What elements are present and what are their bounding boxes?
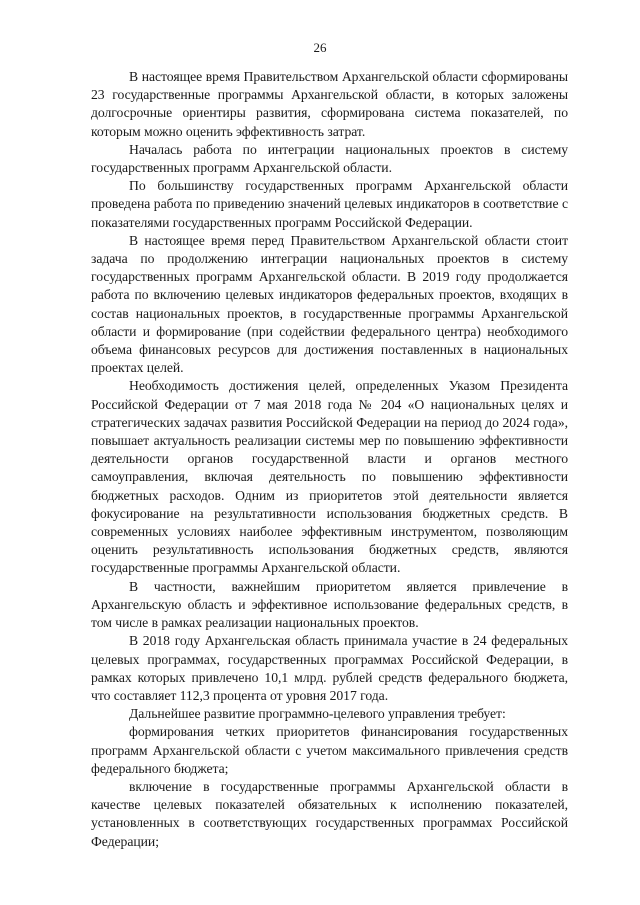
paragraph: В настоящее время Правительством Архангельской области сформированы 23 государственные программы Архангельской области, в которых заложены долгосрочные ориентиры развития, сформирована система показателей, по которым можно оценить эффективность затрат.	[91, 69, 568, 139]
paragraph: Началась работа по интеграции национальных проектов в систему государственных программ Архангельской области.	[91, 141, 568, 176]
page-number: 26	[313, 40, 327, 55]
document-body	[91, 68, 568, 851]
paragraph: В частности, важнейшим приоритетом является привлечение в Архангельскую область и эффективное использование федеральных средств, в том числе в рамках реализации национальных проектов.	[91, 578, 568, 631]
paragraph: В 2018 году Архангельская область принимала участие в 24 федеральных целевых программах, государственных программах Российской Федерации, в рамках которых привлечено 10,1 млрд. рублей средств федерального бюджета, что составляет 112,3 процента от уровня 2017 года.	[91, 633, 568, 703]
paragraph: включение в государственные программы Архангельской области в качестве целевых показателей обязательных к исполнению показателей, установленных в соответствующих государственных программах Российской Федерации;	[91, 778, 568, 849]
paragraph: По большинству государственных программ Архангельской области проведена работа по приведению значений целевых индикаторов в соответствие с показателями государственных программ Российской Федерации.	[91, 178, 568, 230]
paragraph: Необходимость достижения целей, определенных Указом Президента Российской Федерации от 7 мая 2018 года № 204 «О национальных целях и стратегических задачах развития Российской Федерации на период до 2024 года», повышает актуальность реализации системы мер по повышению эффективности деятельности органов государственной власти и органов местного самоуправления, включая деятельность по повышению эффективности бюджетных расходов. Одним из приоритетов этой деятельности является фокусирование на результативности использования бюджетных средств. В современных условиях наиболее эффективным инструментом, позволяющим оценить результативность использования бюджетных средств, являются государственные программы Архангельской области.	[91, 378, 568, 576]
paragraph: формирования четких приоритетов финансирования государственных программ Архангельской области с учетом максимального привлечения средств федерального бюджета;	[91, 724, 568, 776]
paragraph: В настоящее время перед Правительством Архангельской области стоит задача по продолжению интеграции национальных проектов в систему государственных программ Архангельской области. В 2019 году продолжается работа по включению целевых индикаторов федеральных проектов, входящих в состав национальных проектов, в государственные программы Архангельской области и формирование (при содействии федерального центра) необходимого объема финансовых ресурсов для достижения поставленных в национальных проектах целей.	[91, 232, 568, 376]
paragraph: Дальнейшее развитие программно-целевого управления требует:	[129, 706, 506, 722]
